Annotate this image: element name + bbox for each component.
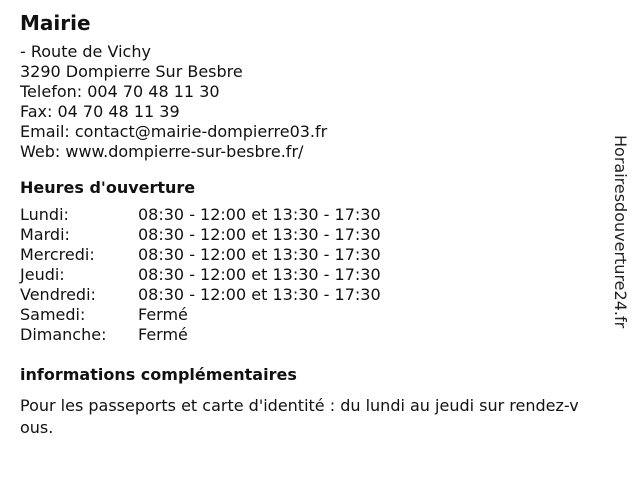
hours-row-thursday [20, 265, 590, 285]
hours-row-sunday [20, 325, 590, 345]
hours-row-monday [20, 205, 590, 225]
hours-row-tuesday [20, 225, 590, 245]
email-line: Email: contact@mairie-dompierre03.fr [20, 122, 328, 141]
site-watermark: Horairesdouverture24.fr [611, 135, 630, 329]
address-street: - Route de Vichy [20, 42, 151, 61]
day-hours: 08:30 - 12:00 et 13:30 - 17:30 [138, 205, 381, 224]
day-hours: 08:30 - 12:00 et 13:30 - 17:30 [138, 245, 381, 264]
day-hours: Fermé [138, 325, 188, 344]
phone-line: Telefon: 004 70 48 11 30 [20, 82, 220, 101]
hours-row-saturday [20, 305, 590, 325]
page-title: Mairie [20, 11, 91, 35]
day-label: Vendredi: [20, 285, 96, 304]
day-label: Mercredi: [20, 245, 95, 264]
day-label: Mardi: [20, 225, 70, 244]
info-text: Pour les passeports et carte d'identité : du lundi au jeudi sur rendez-vous. [20, 396, 579, 437]
day-label: Jeudi: [20, 265, 65, 284]
hours-table [20, 205, 590, 345]
info-heading: informations complémentaires [20, 365, 297, 384]
web-line: Web: www.dompierre-sur-besbre.fr/ [20, 142, 304, 161]
address-city: 3290 Dompierre Sur Besbre [20, 62, 243, 81]
hours-heading: Heures d'ouverture [20, 178, 196, 197]
day-hours: 08:30 - 12:00 et 13:30 - 17:30 [138, 285, 381, 304]
day-label: Samedi: [20, 305, 86, 324]
business-card [20, 10, 590, 439]
day-hours: 08:30 - 12:00 et 13:30 - 17:30 [138, 265, 381, 284]
day-label: Lundi: [20, 205, 69, 224]
hours-row-wednesday [20, 245, 590, 265]
fax-line: Fax: 04 70 48 11 39 [20, 102, 180, 121]
day-hours: 08:30 - 12:00 et 13:30 - 17:30 [138, 225, 381, 244]
day-hours: Fermé [138, 305, 188, 324]
day-label: Dimanche: [20, 325, 107, 344]
hours-row-friday [20, 285, 590, 305]
